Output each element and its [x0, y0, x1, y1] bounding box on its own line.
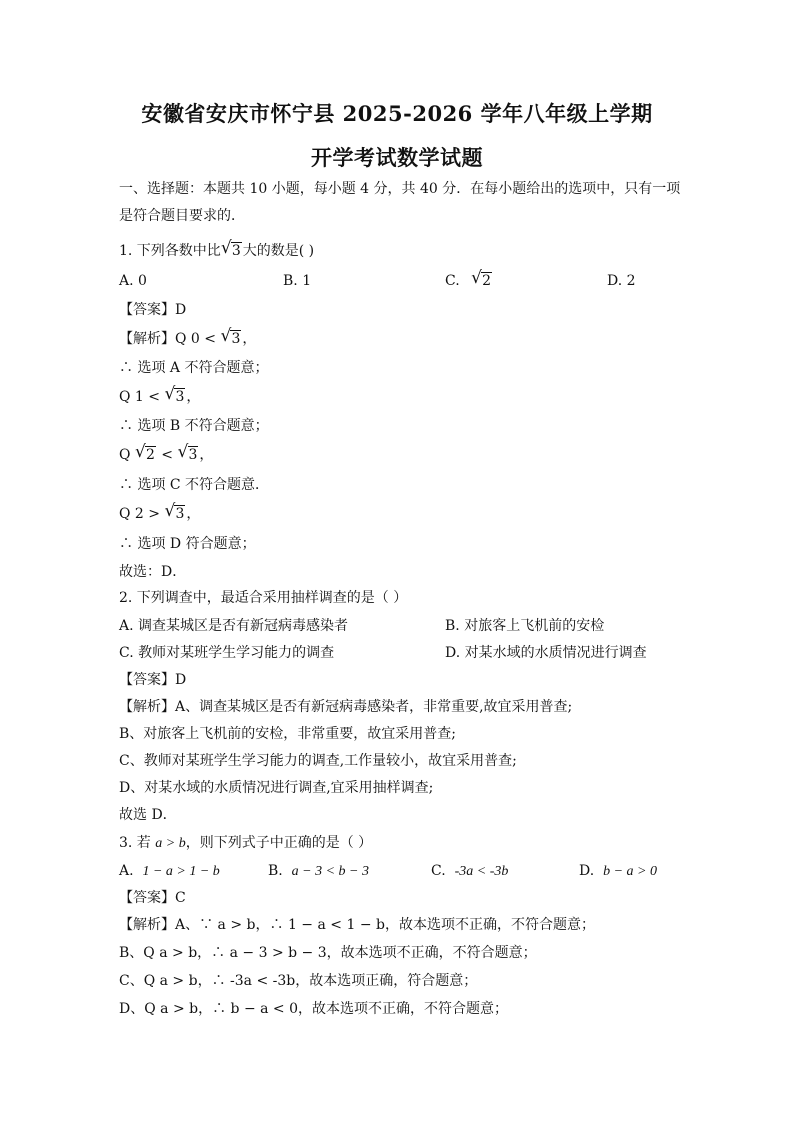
q2-analysis-line-1: 【解析】A、调查某城区是否有新冠病毒感染者，非常重要,故宜采用普查;: [119, 699, 573, 715]
q1-analysis-step-6: ∴ 选项 C 不符合题意．: [119, 477, 270, 493]
q1-step-1-pre: Q 0 <: [175, 331, 221, 347]
q3-option-c-label: C.: [431, 863, 446, 879]
q2-stem: 2. 下列调查中，最适合采用抽样调查的是（ ）: [119, 590, 408, 606]
q3-option-a-math: 1 − a > 1 − b: [142, 864, 220, 879]
sqrt-symbol: [179, 446, 199, 464]
q3-stem-pre: 3. 若: [119, 835, 156, 851]
q1-analysis-step-8: ∴ 选项 D 符合题意；: [119, 536, 256, 552]
sqrt-symbol: [136, 446, 156, 464]
q1-step-3-post: ，: [186, 389, 201, 405]
q3-option-d: [579, 862, 657, 881]
q1-stem-radicand: 3: [231, 243, 241, 259]
q3-option-d-label: D.: [579, 863, 595, 879]
q1-option-c-label: C.: [445, 273, 460, 289]
q1-step-5-radicand: 2: [145, 447, 155, 463]
q1-analysis-step-9: 故选：D．: [119, 564, 187, 580]
q3-option-b: [268, 862, 369, 881]
q3-option-b-math: a − 3 < b − 3: [291, 864, 369, 879]
q1-analysis-step-3: [119, 388, 200, 406]
q3-stem-post: ，则下列式子中正确的是（ ）: [185, 835, 373, 851]
section-heading-line2: 是符合题目要求的．: [119, 208, 245, 224]
sqrt-symbol: [222, 242, 242, 260]
q2-option-d: D. 对某水域的水质情况进行调查: [445, 645, 647, 661]
document-title-line1: 安徽省安庆市怀宁县 2025-2026 学年八年级上学期: [141, 101, 653, 126]
sqrt-symbol: [221, 330, 241, 348]
q3-analysis-line-4: D、Q a > b，∴ b − a < 0，故本选项不正确，不符合题意；: [119, 1001, 509, 1017]
q2-option-c: C. 教师对某班学生学习能力的调查: [119, 645, 335, 661]
q2-analysis-line-4: D、对某水域的水质情况进行调查,宜采用抽样调查;: [119, 780, 434, 796]
q1-option-d: D. 2: [607, 273, 636, 289]
q1-stem-post: 大的数是( ): [242, 243, 315, 259]
sqrt-symbol: [472, 272, 492, 290]
q1-stem-pre: 1. 下列各数中比: [119, 243, 221, 259]
q3-stem: [119, 834, 372, 853]
q3-analysis-line-3: C、Q a > b，∴ -3a < -3b，故本选项正确，符合题意；: [119, 973, 478, 989]
section-heading-line1: 一、选择题：本题共 10 小题，每小题 4 分，共 40 分．在每小题给出的选项中，只有一项: [119, 181, 681, 197]
q3-option-b-label: B.: [268, 863, 283, 879]
q1-step-1-post: ，: [242, 331, 257, 347]
q1-analysis-step-4: ∴ 选项 B 不符合题意；: [119, 418, 269, 434]
q1-analysis-step-2: ∴ 选项 A 不符合题意；: [119, 360, 269, 376]
q1-analysis-step-1: [119, 330, 256, 348]
q1-analysis-label: 【解析】: [119, 331, 175, 347]
q3-option-a-label: A.: [119, 863, 134, 879]
q1-answer: 【答案】D: [119, 302, 187, 318]
q1-step-3-radicand: 3: [175, 389, 185, 405]
q1-step-7-post: ，: [186, 506, 201, 522]
q2-analysis-line-5: 故选 D．: [119, 807, 177, 823]
q3-option-a: [119, 862, 220, 881]
q3-analysis-line-2: B、Q a > b，∴ a − 3 > b − 3，故本选项不正确，不符合题意；: [119, 945, 537, 961]
q1-step-7-radicand: 3: [175, 506, 185, 522]
document-title-line2: 开学考试数学试题: [311, 145, 483, 170]
q1-step-3-pre: Q 1 <: [119, 389, 165, 405]
q1-step-5-post: ，: [199, 447, 214, 463]
q1-option-a: A. 0: [119, 273, 147, 289]
q1-analysis-step-5: [119, 446, 213, 464]
q1-step-5-mid: <: [156, 447, 178, 463]
q1-option-b: B. 1: [283, 273, 312, 289]
q2-option-a: A. 调查某城区是否有新冠病毒感染者: [119, 618, 349, 634]
q3-option-d-math: b − a > 0: [603, 864, 657, 879]
sqrt-symbol: [165, 388, 185, 406]
q2-answer: 【答案】D: [119, 672, 187, 688]
sqrt-symbol: [165, 505, 185, 523]
q2-analysis-line-2: B、对旅客上飞机前的安检，非常重要，故宜采用普查;: [119, 726, 457, 742]
q3-answer: 【答案】C: [119, 890, 186, 906]
q1-stem: [119, 242, 314, 260]
q3-option-c-math: -3a < -3b: [454, 864, 509, 879]
q1-step-7-pre: Q 2 >: [119, 506, 165, 522]
q1-option-c: [445, 272, 493, 290]
q3-analysis-line-1: 【解析】A、∵ a > b，∴ 1 − a < 1 − b，故本选项不正确，不符合题意；: [119, 917, 595, 933]
q2-analysis-line-3: C、教师对某班学生学习能力的调查,工作量较小，故宜采用普查;: [119, 753, 517, 769]
q1-step-1-radicand: 3: [231, 331, 241, 347]
q2-option-b: B. 对旅客上飞机前的安检: [445, 618, 605, 634]
q1-step-5-radicand-2: 3: [188, 447, 198, 463]
q1-step-5-pre: Q: [119, 447, 135, 463]
q3-stem-math: a > b: [155, 836, 186, 851]
q1-analysis-step-7: [119, 505, 200, 523]
q3-option-c: [431, 862, 508, 881]
q1-option-c-radicand: 2: [482, 273, 492, 289]
